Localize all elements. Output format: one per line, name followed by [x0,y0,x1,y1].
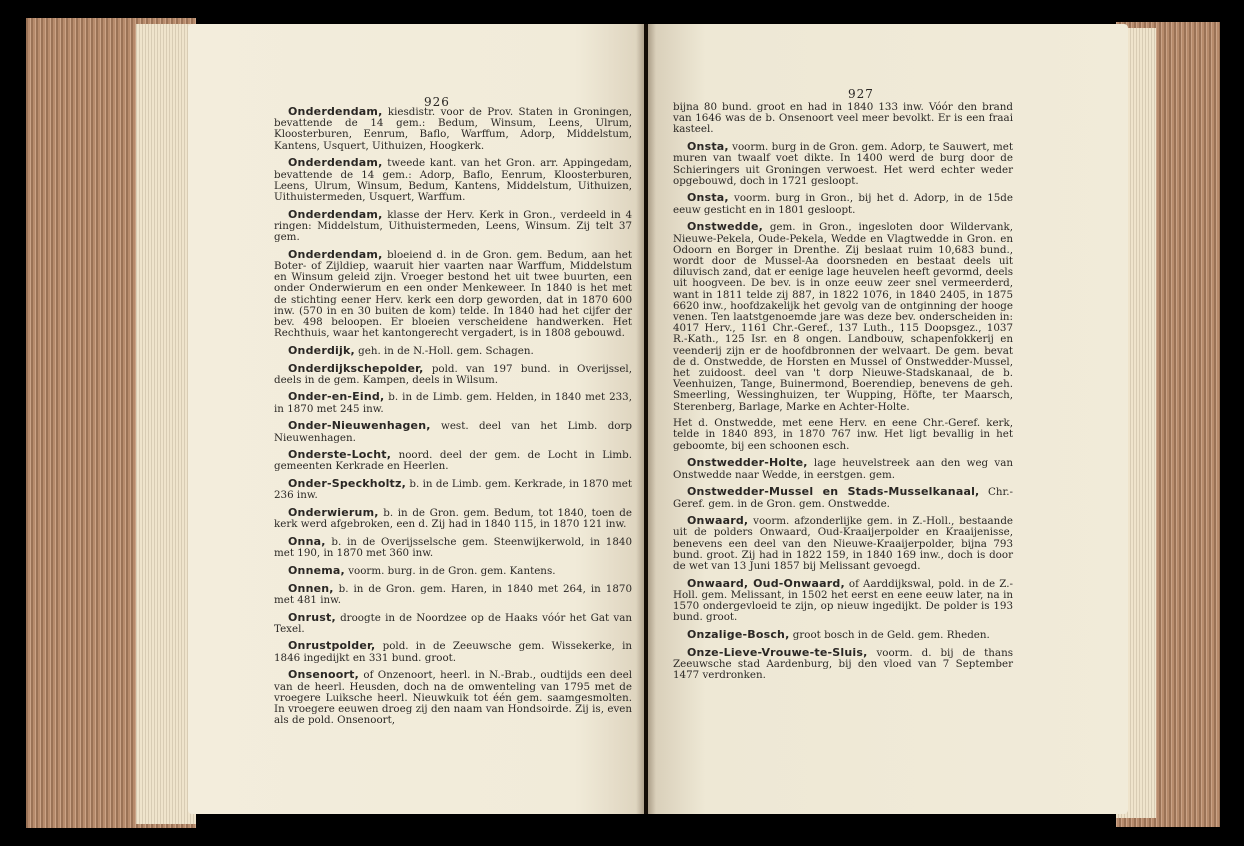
entry-text: tweede kant. van het Gron. arr. Appingedam, bevattende de 14 gem.: Adorp, Baflo, Eenrum, Kloosterburen, Leens, Ulrum, Winsum, Bedum, Kantens, Middelstum, Uithuizen, Uithuistermeden, Usquert, Warffum. [274,157,632,203]
entry-text: b. in de Limb. gem. Helden, in 1840 met 233, in 1870 met 245 inw. [274,391,632,415]
dictionary-entry [274,391,632,414]
left-page-number: 926 [424,95,450,109]
entry-headword: Onwaard, [687,514,749,528]
right-page-edges [1116,22,1220,827]
entry-headword: Onwaard, Oud-Onwaard, [687,576,845,590]
dictionary-entry [274,478,632,501]
dictionary-entry [274,640,632,663]
entry-text: pold. van 197 bund. in Overijssel, deels in de gem. Kampen, deels in Wilsum. [274,362,632,386]
entry-text: Het d. Onstwedde, met eene Herv. en eene Chr.-Geref. kerk, telde in 1840 893, in 1870 767 inw. Het ligt bevallig in het geboomte, bij een schoonen esch. [673,417,1013,452]
left-page-text [274,106,632,732]
entry-headword: Onderwierum, [288,506,379,520]
dictionary-entry [274,583,632,606]
entry-text: noord. deel der gem. de Locht in Limb. gemeenten Kerkrade en Heerlen. [274,449,632,473]
entry-headword: Onna, [288,535,326,548]
entry-headword: Onder-Speckholtz, [288,477,406,491]
entry-text: Chr.-Geref. gem. in de Gron. gem. Onstwedde. [673,486,1013,510]
dictionary-entry [673,102,1013,136]
dictionary-entry [274,157,632,203]
dictionary-entry [274,612,632,635]
entry-text: droogte in de Noordzee op de Haaks vóór het Gat van Texel. [274,611,632,635]
dictionary-entry [673,418,1013,452]
entry-headword: Onderdijkschepolder, [288,361,424,375]
dictionary-entry [274,209,632,244]
entry-text: voorm. burg in de Gron. gem. Adorp, te Sauwert, met muren van twaalf voet dikte. In 1400 werd de burg door de Schieringers uit Groningen verwoest. Het werd echter weder opgebouwd, doch in 1721 gesloopt. [673,141,1013,187]
entry-headword: Onderdendam, [288,156,383,170]
entry-headword: Onzalige-Bosch, [687,628,790,642]
entry-headword: Onnema, [288,563,345,577]
entry-text: bijna 80 bund. groot en had in 1840 133 inw. Vóór den brand van 1646 was de b. Onsenoort veel meer bevolkt. Er is een fraai kasteel. [673,101,1013,136]
dictionary-entry [274,363,632,386]
entry-text: geh. in de N.-Holl. gem. Schagen. [354,344,534,357]
entry-headword: Onderste-Locht, [288,448,392,462]
dictionary-entry [274,449,632,472]
entry-text: bloeiend d. in de Gron. gem. Bedum, aan het Boter- of Zijldiep, waaruit hier vaarten naar Warffum, Middelstum en Winsum geleid zijn. Vroeger bestond het uit twee buurten, een onder Onderwierum en een onder Menkeweer. In 1840 is het met de stichting eener Herv. kerk een dorp geworden, dat in 1870 600 inw. (570 in en 30 buiten de kom) telde. In 1840 had het cijfer der bev. 498 beloopen. Er bloeien verscheidene handwerken. Het Rechthuis, waar het kantongerecht vergadert, is in 1808 gebouwd. [274,248,632,340]
dictionary-entry [673,515,1013,572]
dictionary-entry [274,565,632,577]
entry-headword: Onrust, [288,610,336,624]
entry-text: kiesdistr. voor de Prov. Staten in Groningen, bevattende de 14 gem.: Bedum, Winsum, Leens, Ulrum, Kloosterburen, Eenrum, Baflo, Warffum, Adorp, Middelstum, Kantens, Usquert, Uithuizen, Hoogkerk. [274,106,632,152]
book-gutter [636,24,656,814]
dictionary-entry [274,249,632,340]
dictionary-entry [673,578,1013,624]
dictionary-entry [274,507,632,530]
dictionary-entry [673,141,1013,187]
entry-headword: Onderdendam, [288,207,383,221]
entry-headword: Onderdendam, [288,247,383,261]
entry-headword: Onsenoort, [288,668,359,682]
entry-headword: Onstwedde, [687,220,763,234]
entry-text: west. deel van het Limb. dorp Nieuwenhagen. [274,420,632,444]
entry-text: gem. in Gron., ingesloten door Wildervank, Nieuwe-Pekela, Oude-Pekela, Wedde en Vlagtwedde in Gron. en Odoorn en Borger in Drenthe. Zij beslaat ruim 10,683 bund., wordt door de Mussel-Aa doorsneden en bestaat deels uit diluvisch zand, dat er eenige lage heuvelen heeft gevormd, deels uit hoogveen. De bev. is in onze eeuw zeer snel vermeerderd, want in 1811 telde zij 887, in 1822 1076, in 1840 2405, in 1875 6620 inw., hoofdzakelijk het gevolg van de ontginning der hooge venen. Ten laatstgenoemde jare was deze bev. onderscheiden in: 4017 Herv., 1161 Chr.-Geref., 137 Luth., 115 Doopsgez., 1037 R.-Kath., 125 Isr. en 8 ongen. Landbouw, schapenfokkerij en veenderij zijn er de hoofdbronnen der welvaart. De gem. bevat de d. Onstwedde, de Horsten en Mussel of Onstwedder-Mussel, het zuidoost. deel van 't dorp Nieuwe-Stadskanaal, de b. Veenhuizen, Tange, Buinermond, Boerendiep, benevens de geh. Smeerling, Wessinghuizen, ter Wupping, Höfte, ter Maarsch, Sterenberg, Barlage, Marke en Achter-Holte. [673,221,1013,413]
entry-headword: Onstwedder-Mussel en Stads-Musselkanaal, [687,485,980,499]
dictionary-entry [673,192,1013,215]
entry-headword: Onder-en-Eind, [288,390,385,404]
entry-headword: Onstwedder-Holte, [687,456,808,470]
dictionary-entry [673,457,1013,480]
entry-text: voorm. afzonderlijke gem. in Z.-Holl., bestaande uit de polders Onwaard, Oud-Kraaijerpolder en Kraaijenisse, benevens een deel van den Nieuwe-Kraaijerpolder, bijna 793 bund. groot. Zij had in 1822 159, in 1840 169 inw., doch is door de wet van 13 Juni 1857 bij Melissant gevoegd. [673,515,1013,573]
dictionary-entry [274,669,632,726]
entry-text: voorm. burg in Gron., bij het d. Adorp, in de 15de eeuw gesticht en in 1801 gesloopt. [673,192,1013,216]
dictionary-entry [274,420,632,443]
dictionary-entry [673,629,1013,641]
left-page-edges [26,18,196,828]
right-page-text [673,102,1013,687]
entry-headword: Onsta, [687,140,729,154]
entry-text: voorm. d. bij de thans Zeeuwsche stad Aardenburg, bij den vloed van 7 September 1477 verdronken. [673,646,1013,682]
entry-text: b. in de Gron. gem. Bedum, tot 1840, toen de kerk werd afgebroken, een d. Zij had in 1840 115, in 1870 121 inw. [274,507,632,531]
dictionary-entry [274,536,632,559]
entry-headword: Onder-Nieuwenhagen, [288,419,431,433]
entry-text: voorm. burg. in de Gron. gem. Kantens. [344,564,556,577]
entry-text: lage heuvelstreek aan den weg van Onstwedde naar Wedde, in eerstgen. gem. [673,457,1013,481]
right-page-number: 927 [848,87,874,101]
dictionary-entry [673,486,1013,509]
entry-headword: Onrustpolder, [288,639,376,653]
entry-headword: Onze-Lieve-Vrouwe-te-Sluis, [687,645,868,659]
entry-headword: Onnen, [288,581,334,595]
entry-text: of Onzenoort, heerl. in N.-Brab., oudtijds een deel van de heerl. Heusden, doch na de omwenteling van 1795 met de vroegere Luiksche heerl. Nieuwkuik tot één gem. saamgesmolten. In vroegere eeuwen droeg zij den naam van Hondsoirde. Zij is, even als de pold. Onsenoort, [274,669,632,727]
dictionary-entry [274,345,632,357]
entry-text: b. in de Overijsselsche gem. Steenwijkerwold, in 1840 met 190, in 1870 met 360 inw. [274,536,632,560]
dictionary-entry [673,647,1013,682]
entry-text: b. in de Gron. gem. Haren, in 1840 met 264, in 1870 met 481 inw. [274,582,632,606]
entry-headword: Onderdendam, [288,105,383,118]
dictionary-entry [673,221,1013,412]
dictionary-entry [274,106,632,152]
entry-text: klasse der Herv. Kerk in Gron., verdeeld in 4 ringen: Middelstum, Uithuistermeden, Leens, Winsum. Zij telt 37 gem. [274,208,632,244]
entry-text: of Aarddijkswal, pold. in de Z.-Holl. gem. Melissant, in 1502 het eerst en eene eeuw later, na in 1570 ondergevloeid te zijn, op nieuw ingedijkt. De polder is 193 bund. groot. [673,577,1013,624]
entry-headword: Onderdijk, [288,343,355,357]
entry-text: pold. in de Zeeuwsche gem. Wissekerke, in 1846 ingedijkt en 331 bund. groot. [274,640,632,664]
entry-headword: Onsta, [687,191,729,205]
left-page [188,24,644,814]
right-page [648,24,1128,814]
entry-text: b. in de Limb. gem. Kerkrade, in 1870 met 236 inw. [274,478,632,502]
entry-text: groot bosch in de Geld. gem. Rheden. [789,629,990,642]
